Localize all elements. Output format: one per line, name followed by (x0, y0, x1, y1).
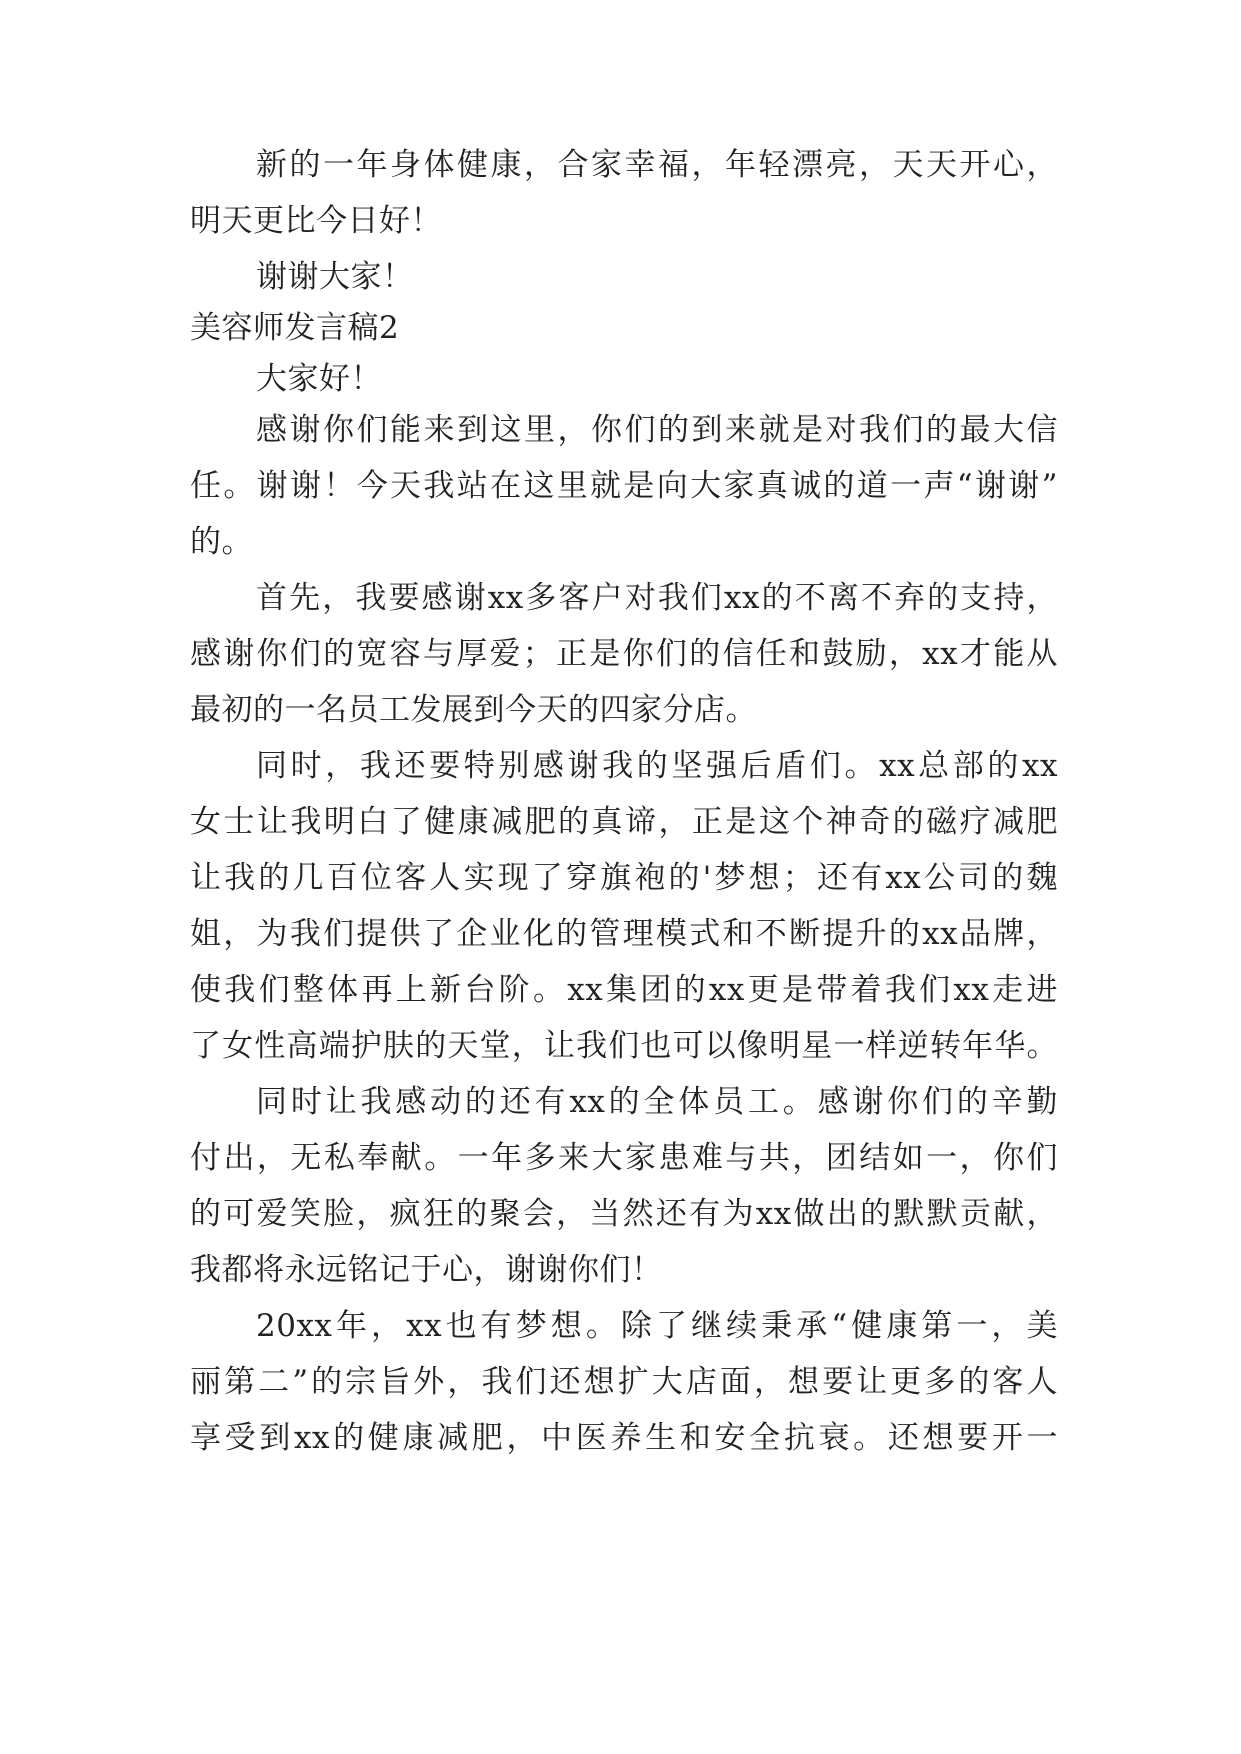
text-line: 丽第二”的宗旨外，我们还想扩大店面，想要让更多的客人 (190, 1364, 1058, 1400)
text-line: 的可爱笑脸，疯狂的聚会，当然还有为xx做出的默默贡献， (190, 1196, 1058, 1232)
text-line: 最初的一名员工发展到今天的四家分店。 (190, 692, 757, 728)
text-line: 付出，无私奉献。一年多来大家患难与共，团结如一，你们 (190, 1140, 1058, 1176)
text-line: 明天更比今日好！ (190, 203, 442, 239)
text-line: 同时让我感动的还有xx的全体员工。感谢你们的辛勤 (256, 1084, 1058, 1120)
text-line: 同时，我还要特别感谢我的坚强后盾们。xx总部的xx (256, 748, 1058, 784)
text-line: 使我们整体再上新台阶。xx集团的xx更是带着我们xx走进 (190, 972, 1058, 1008)
text-line: 任。谢谢！今天我站在这里就是向大家真诚的道一声“谢谢” (190, 468, 1058, 504)
text-line: 了女性高端护肤的天堂，让我们也可以像明星一样逆转年华。 (190, 1028, 1058, 1064)
text-line: 感谢你们能来到这里，你们的到来就是对我们的最大信 (256, 412, 1058, 448)
text-line: 20xx年，xx也有梦想。除了继续秉承“健康第一，美 (256, 1308, 1058, 1344)
text-line: 我都将永远铭记于心，谢谢你们！ (190, 1252, 663, 1288)
section-heading: 美容师发言稿2 (190, 310, 400, 346)
text-line: 的。 (190, 524, 253, 560)
text-line: 姐，为我们提供了企业化的管理模式和不断提升的xx品牌， (190, 916, 1058, 952)
text-line: 新的一年身体健康，合家幸福，年轻漂亮，天天开心， (256, 147, 1058, 183)
text-line: 感谢你们的宽容与厚爱；正是你们的信任和鼓励，xx才能从 (190, 636, 1058, 672)
text-line: 女士让我明白了健康减肥的真谛，正是这个神奇的磁疗减肥 (190, 804, 1058, 840)
text-line: 大家好！ (256, 361, 382, 397)
text-line: 首先，我要感谢xx多客户对我们xx的不离不弃的支持， (256, 580, 1058, 616)
text-line: 享受到xx的健康减肥，中医养生和安全抗衰。还想要开一 (190, 1420, 1058, 1456)
text-line: 谢谢大家！ (256, 259, 414, 295)
text-line: 让我的几百位客人实现了穿旗袍的'梦想；还有xx公司的魏 (190, 860, 1058, 896)
